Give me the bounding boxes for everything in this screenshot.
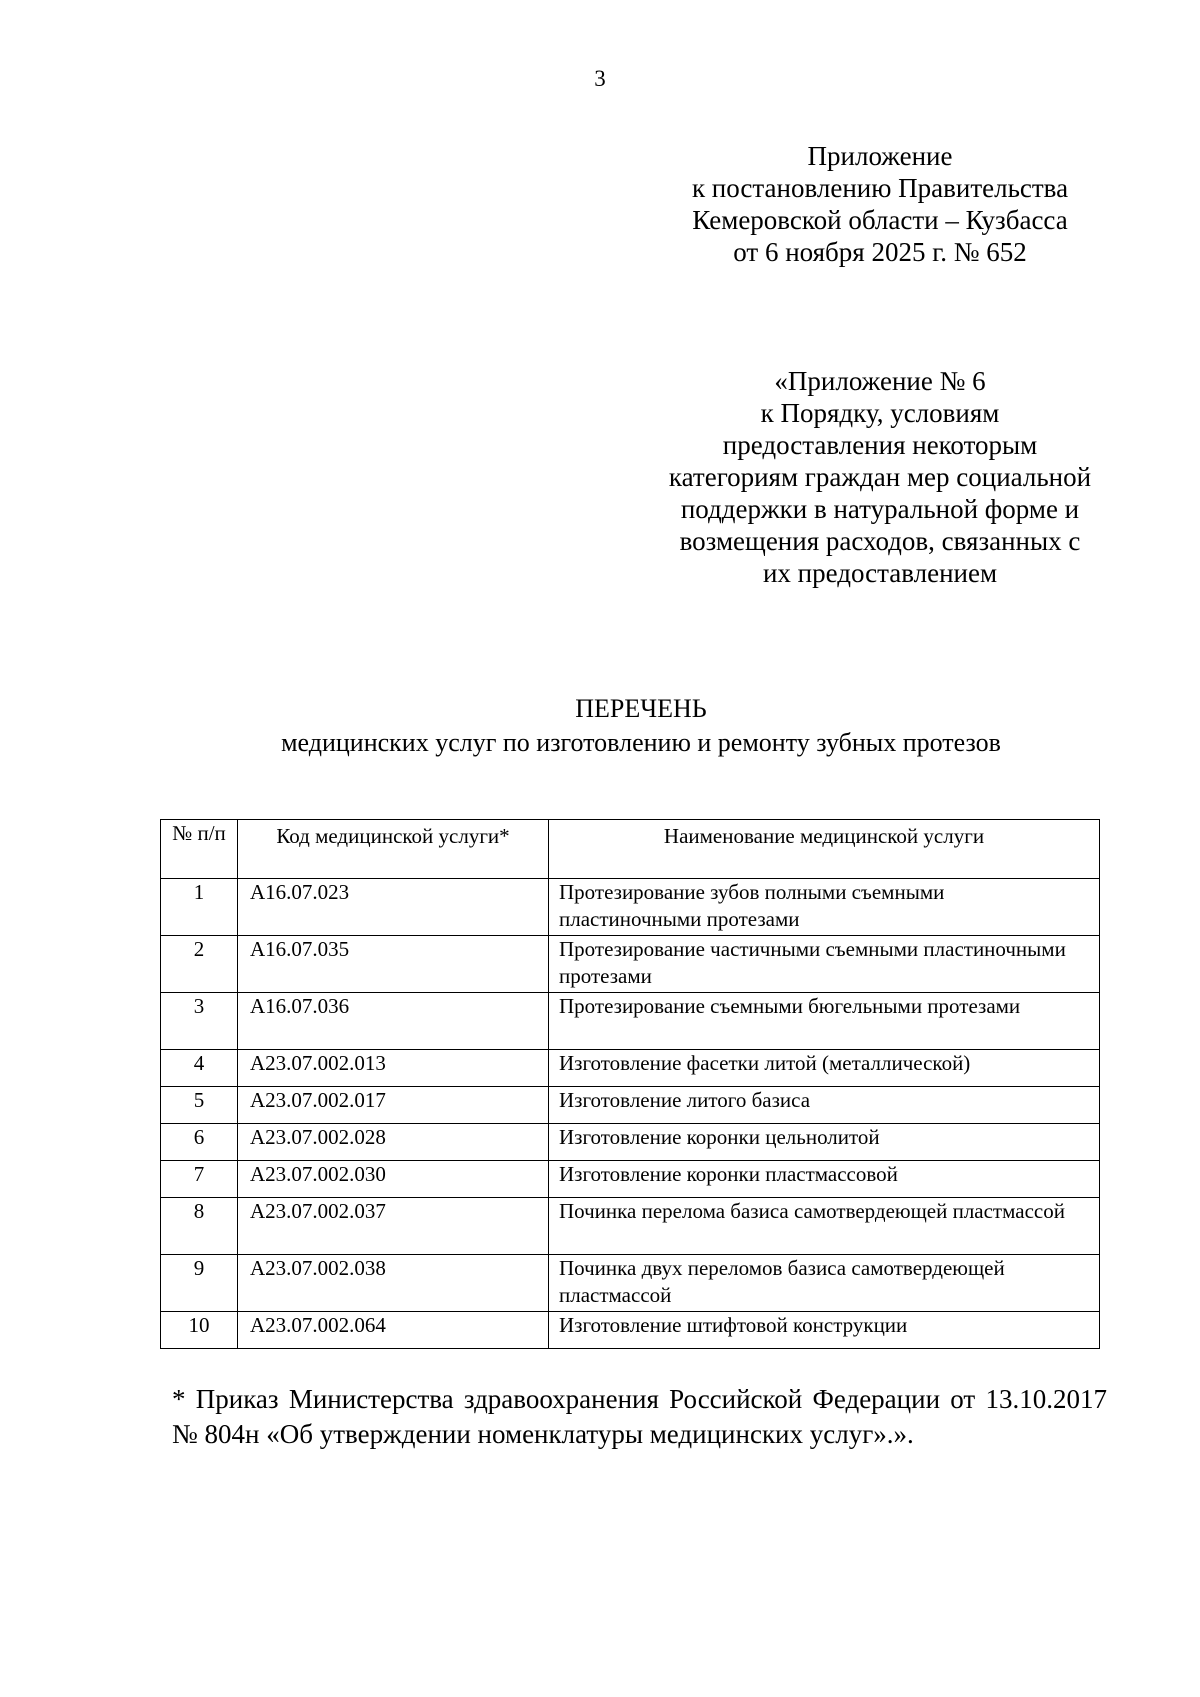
title-subtitle: медицинских услуг по изготовлению и ремонту зубных протезов <box>281 728 1001 757</box>
row-number: 3 <box>161 993 238 1050</box>
table-row <box>161 1312 1100 1349</box>
annex-header <box>640 365 1120 589</box>
row-number: 7 <box>161 1161 238 1198</box>
row-code: A23.07.002.030 <box>238 1161 549 1198</box>
services-table <box>160 819 1100 1349</box>
table-row <box>161 1124 1100 1161</box>
row-code: A23.07.002.017 <box>238 1087 549 1124</box>
appendix-header <box>650 140 1110 268</box>
table-row <box>161 1161 1100 1198</box>
row-number: 8 <box>161 1198 238 1255</box>
document-title <box>0 692 1200 760</box>
table-row <box>161 1255 1100 1312</box>
header-name: Наименование медицинской услуги <box>549 820 1100 879</box>
row-name: Протезирование съемными бюгельными протезами <box>549 993 1100 1050</box>
table-row <box>161 1198 1100 1255</box>
row-name: Изготовление коронки цельнолитой <box>549 1124 1100 1161</box>
annex-line: предоставления некоторым <box>722 430 1038 460</box>
appendix-line: к постановлению Правительства <box>691 173 1069 203</box>
row-number: 9 <box>161 1255 238 1312</box>
annex-line: возмещения расходов, связанных с <box>679 526 1081 556</box>
row-code: A23.07.002.013 <box>238 1050 549 1087</box>
row-code: A16.07.035 <box>238 936 549 993</box>
row-number: 4 <box>161 1050 238 1087</box>
header-number: № п/п <box>161 820 238 879</box>
row-name: Протезирование частичными съемными пластиночными протезами <box>549 936 1100 993</box>
row-name: Протезирование зубов полными съемными пластиночными протезами <box>549 879 1100 936</box>
row-number: 5 <box>161 1087 238 1124</box>
table-header-row <box>161 820 1100 879</box>
row-code: A23.07.002.038 <box>238 1255 549 1312</box>
appendix-line: Кемеровской области – Кузбасса <box>692 205 1068 235</box>
row-code: A16.07.023 <box>238 879 549 936</box>
header-code: Код медицинской услуги* <box>238 820 549 879</box>
row-name: Изготовление литого базиса <box>549 1087 1100 1124</box>
row-code: A23.07.002.037 <box>238 1198 549 1255</box>
appendix-line: от 6 ноября 2025 г. № 652 <box>733 237 1027 267</box>
table-row <box>161 936 1100 993</box>
table-row <box>161 1050 1100 1087</box>
row-number: 10 <box>161 1312 238 1349</box>
annex-line: к Порядку, условиям <box>760 398 1000 428</box>
row-number: 6 <box>161 1124 238 1161</box>
table-row <box>161 993 1100 1050</box>
annex-line: поддержки в натуральной форме и <box>680 494 1080 524</box>
row-name: Изготовление коронки пластмассовой <box>549 1161 1100 1198</box>
footnote: * Приказ Министерства здравоохранения Российской Федерации от 13.10.2017 № 804н «Об утверждении номенклатуры медицинских услуг».». <box>172 1384 1107 1449</box>
page-number: 3 <box>594 66 606 91</box>
row-number: 1 <box>161 879 238 936</box>
row-name: Починка перелома базиса самотвердеющей пластмассой <box>549 1198 1100 1255</box>
table-row <box>161 879 1100 936</box>
row-name: Изготовление штифтовой конструкции <box>549 1312 1100 1349</box>
row-code: A23.07.002.064 <box>238 1312 549 1349</box>
annex-line: «Приложение № 6 <box>774 366 986 396</box>
annex-line: категориям граждан мер социальной <box>668 462 1092 492</box>
table-row <box>161 1087 1100 1124</box>
annex-line: их предоставлением <box>762 558 998 588</box>
row-code: A16.07.036 <box>238 993 549 1050</box>
row-name: Изготовление фасетки литой (металлической) <box>549 1050 1100 1087</box>
title-main: ПЕРЕЧЕНЬ <box>575 694 707 723</box>
row-name: Починка двух переломов базиса самотвердеющей пластмассой <box>549 1255 1100 1312</box>
appendix-line: Приложение <box>807 141 953 171</box>
row-code: A23.07.002.028 <box>238 1124 549 1161</box>
row-number: 2 <box>161 936 238 993</box>
